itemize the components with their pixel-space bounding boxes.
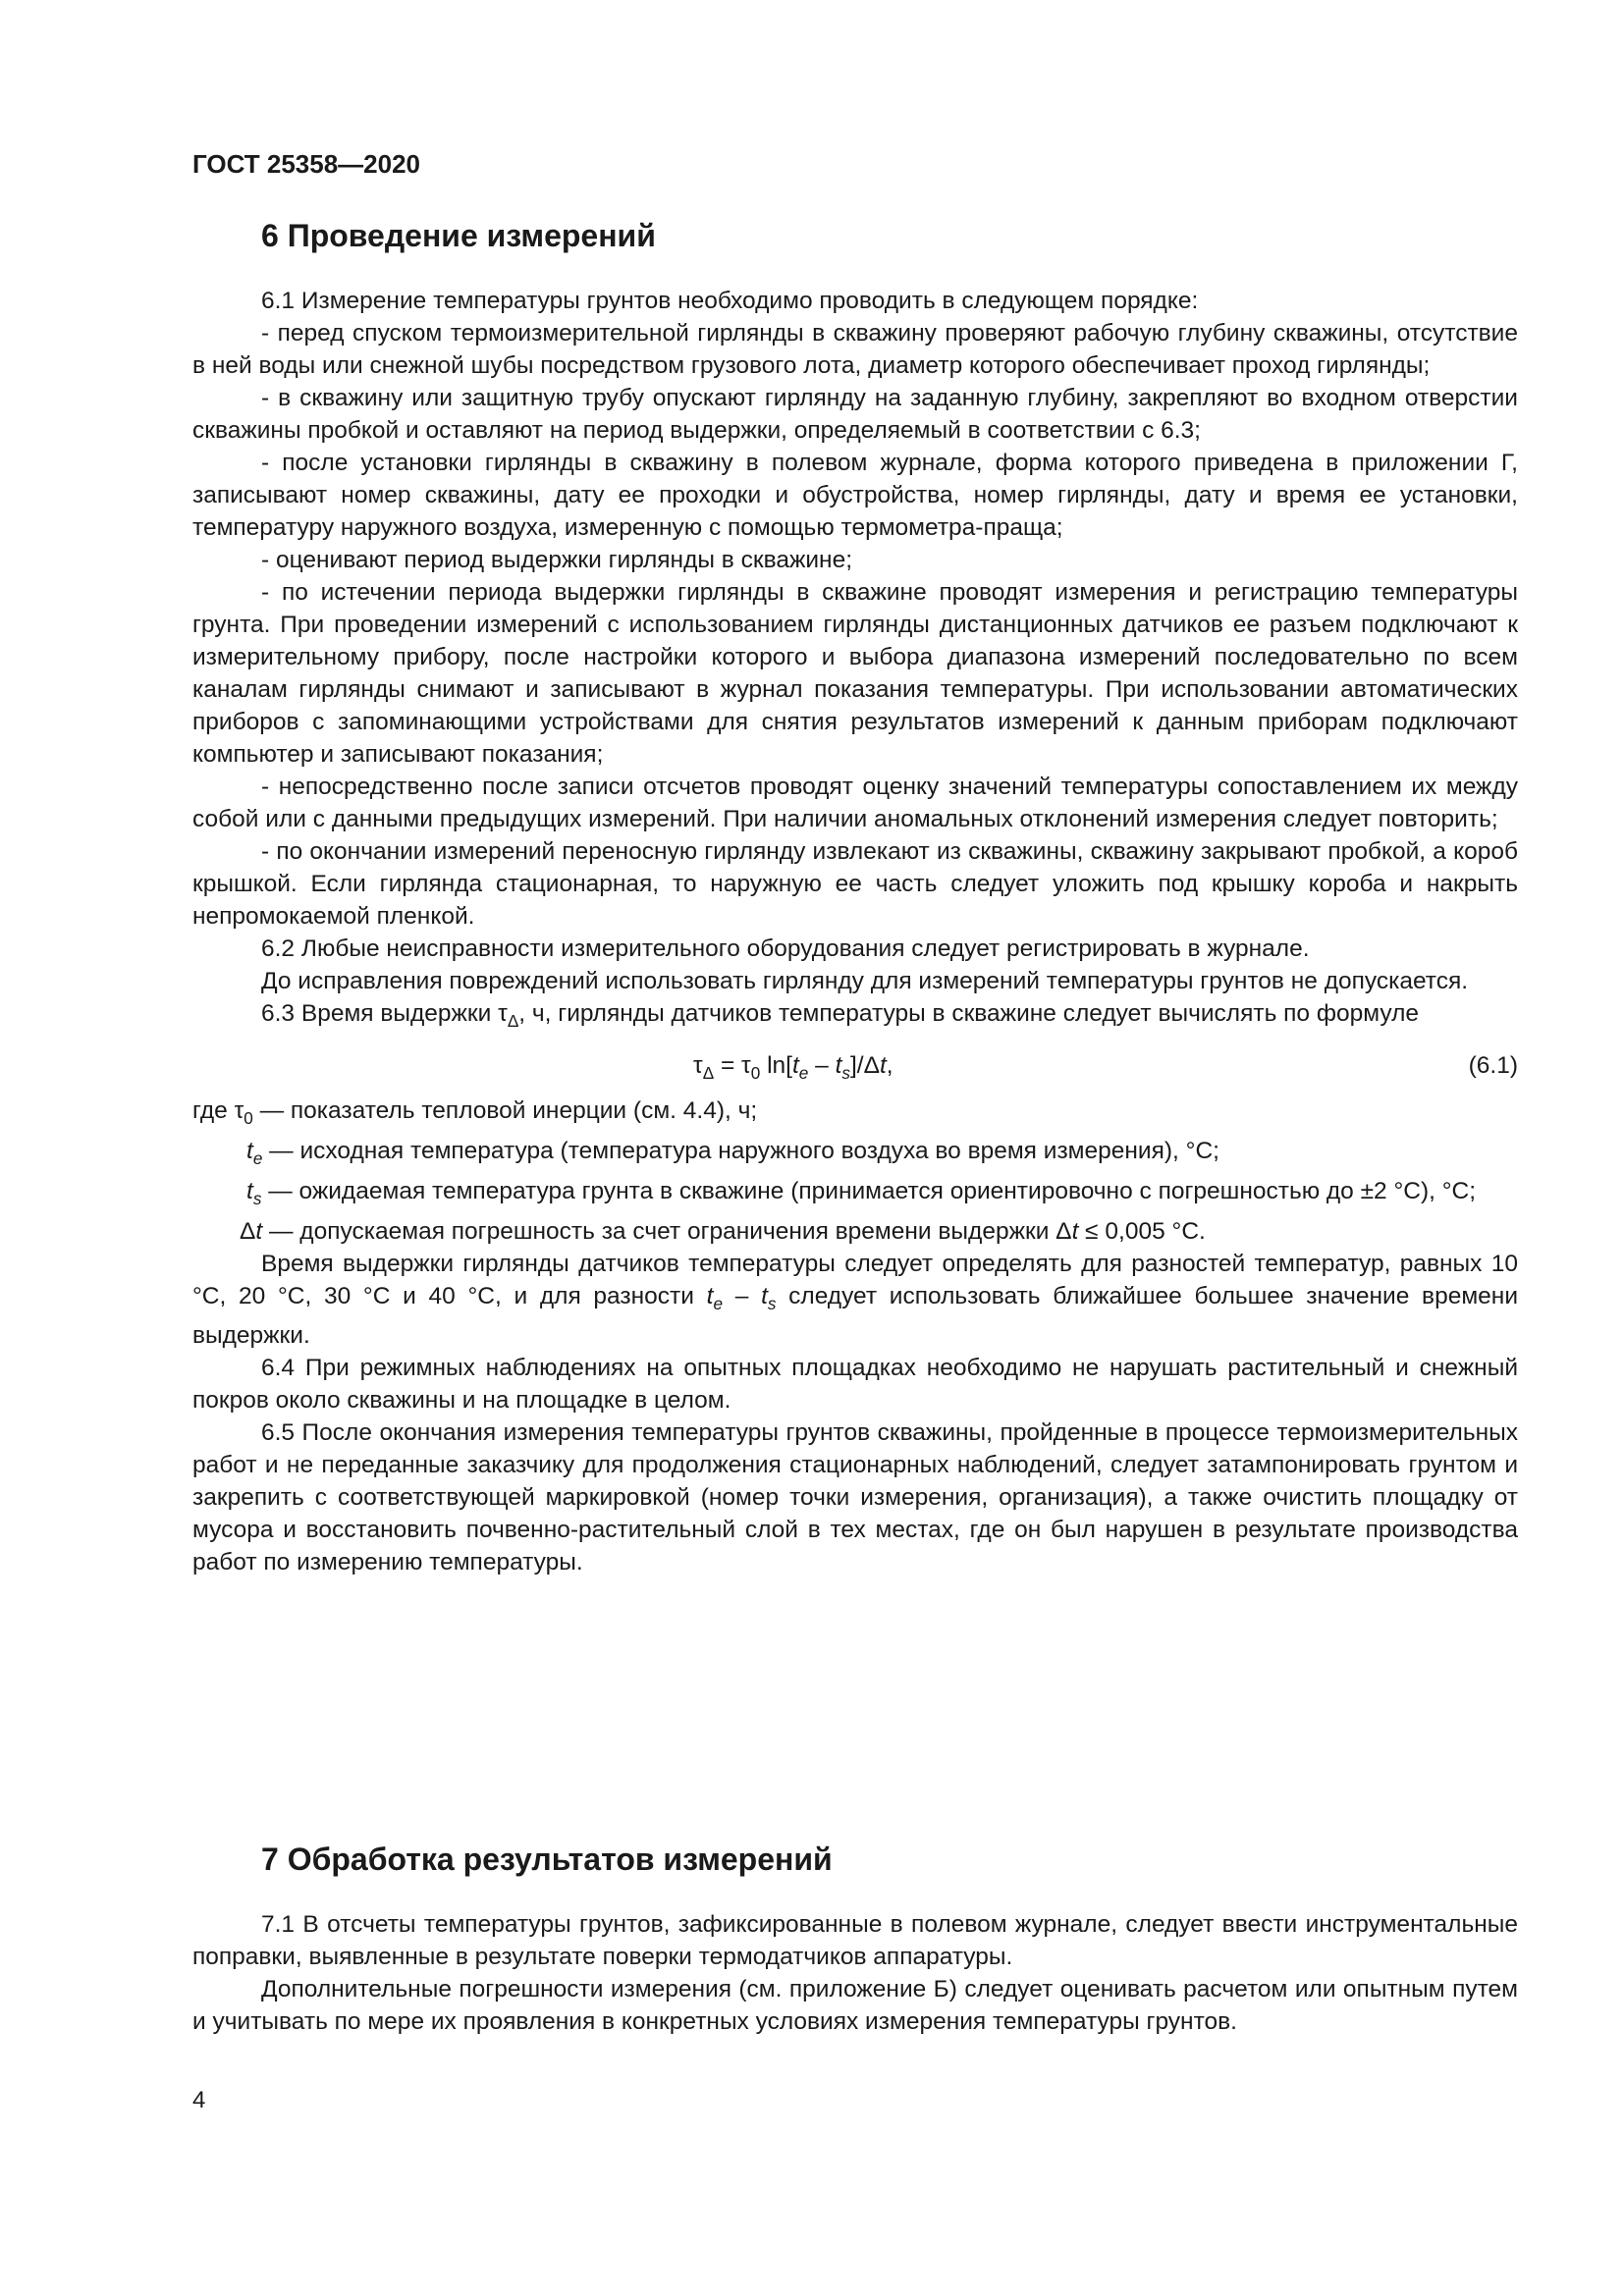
list-item: - непосредственно после записи отсчетов проводят оценку значений температуры сопоставлением их между собой или с данными предыдущих измерений. При наличии аномальных отклонений измерения следует повторить; xyxy=(192,774,1518,832)
where-line xyxy=(192,1095,1518,1135)
formula-number: (6.1) xyxy=(1468,1051,1518,1079)
variable: t xyxy=(879,1051,887,1079)
text-span: ≤ 0,005 °С. xyxy=(1078,1217,1206,1245)
variable: t xyxy=(791,1051,799,1079)
section-7-body xyxy=(192,1908,1518,2038)
list-item: - после установки гирлянды в скважину в полевом журнале, форма которого приведена в приложении Г, записывают номер скважины, дату ее проходки и обустройства, номер гирлянды, дату и время ее установки, температуру наружного воздуха, измеренную с помощью термометра-праща; xyxy=(192,450,1518,541)
variable: t xyxy=(255,1217,263,1245)
subscript: Δ xyxy=(702,1062,715,1083)
paragraph-time xyxy=(192,1248,1518,1353)
paragraph-6-3 xyxy=(192,997,1518,1038)
text-span: — исходная температура (температура наружного воздуха во время измерения), °С; xyxy=(262,1137,1219,1164)
where-line xyxy=(192,1175,1518,1215)
symbol: τ xyxy=(693,1051,703,1079)
section-6-body xyxy=(192,285,1518,1578)
symbol: ]/Δ xyxy=(849,1051,880,1079)
formula-expression xyxy=(693,1049,893,1090)
text-span: — допускаемая погрешность за счет ограничения времени выдержки Δ xyxy=(262,1217,1072,1245)
subscript: s xyxy=(252,1188,262,1208)
subscript: s xyxy=(841,1062,850,1083)
subscript: e xyxy=(713,1293,724,1313)
variable: t xyxy=(835,1051,842,1079)
variable: t xyxy=(761,1282,768,1309)
paragraph-6-2-continued: До исправления повреждений использовать гирлянду для измерений температуры грунтов не допускается. xyxy=(261,968,1469,994)
text-span: следует использовать ближайшее большее значение времени выдержки. xyxy=(192,1282,1519,1350)
paragraph-6-5: 6.5 После окончания измерения температуры грунтов скважины, пройденные в процессе термоизмерительных работ и не переданные заказчику для продолжения стационарных наблюдений, следует затампонировать грунтом и закрепить с соответствующей маркировкой (номер точки измерения, организация), а также очистить площадку от мусора и восстановить почвенно-растительный слой в тех местах, где он был нарушен в результате производства работ по измерению температуры. xyxy=(192,1419,1518,1576)
paragraph-7-1: 7.1 В отсчеты температуры грунтов, зафиксированные в полевом журнале, следует ввести инструментальные поправки, выявленные в результате поверки термодатчиков аппаратуры. xyxy=(192,1911,1518,1970)
paragraph-6-1: 6.1 Измерение температуры грунтов необходимо проводить в следующем порядке: xyxy=(261,288,1199,314)
symbol: – xyxy=(808,1051,836,1079)
subscript: e xyxy=(252,1148,263,1168)
list-item: - перед спуском термоизмерительной гирлянды в скважину проверяют рабочую глубину скважины, отсутствие в ней воды или снежной шубы посредством грузового лота, диаметр которого обеспечивает проход гирлянды; xyxy=(192,320,1518,379)
subscript: e xyxy=(798,1062,809,1083)
page-number: 4 xyxy=(192,2087,206,2113)
section-6-title: 6 Проведение измерений xyxy=(261,218,656,253)
variable: t xyxy=(246,1137,253,1164)
variable: t xyxy=(1071,1217,1079,1245)
symbol: – xyxy=(723,1282,762,1309)
list-item: - по окончании измерений переносную гирлянду извлекают из скважины, скважину закрывают пробкой, а короб крышкой. Если гирлянда стационарная, то наружную ее часть следует уложить под крышку короба и накрыть непромокаемой пленкой. xyxy=(192,838,1518,930)
text-span: , ч, гирлянды датчиков температуры в скважине следует вычислять по формуле xyxy=(518,1000,1419,1027)
variable: t xyxy=(246,1177,253,1204)
variable: t xyxy=(706,1282,714,1309)
text-span: Время выдержки гирлянды датчиков температуры следует определять для разностей температур, равных 10 °С, 20 °С, 30 °С и 40 °С, и для разности xyxy=(192,1250,1518,1309)
text-span: где τ xyxy=(192,1096,244,1124)
paragraph-6-4: 6.4 При режимных наблюдениях на опытных площадках необходимо не нарушать растительный и снежный покров около скважины и на площадке в целом. xyxy=(192,1355,1518,1415)
subscript: Δ xyxy=(507,1010,519,1031)
subscript: 0 xyxy=(244,1107,253,1128)
subscript: s xyxy=(767,1293,777,1313)
symbol: , xyxy=(886,1051,893,1079)
document-code: ГОСТ 25358—2020 xyxy=(192,149,420,179)
text-span: 6.3 Время выдержки τ xyxy=(261,1000,508,1027)
paragraph-6-2: 6.2 Любые неисправности измерительного оборудования следует регистрировать в журнале. xyxy=(261,935,1310,962)
subscript: 0 xyxy=(750,1062,761,1083)
formula-6-1 xyxy=(192,1049,1518,1089)
paragraph-7-1-continued: Дополнительные погрешности измерения (см. приложение Б) следует оценивать расчетом или опытным путем и учитывать по мере их проявления в конкретных условиях измерения температуры грунтов. xyxy=(192,1976,1518,2035)
text-span: — ожидаемая температура грунта в скважине (принимается ориентировочно с погрешностью до ±2 °С), °С; xyxy=(261,1177,1477,1204)
where-line xyxy=(192,1135,1518,1175)
symbol: Δ xyxy=(240,1217,256,1245)
symbol: ln[ xyxy=(760,1051,792,1079)
where-line xyxy=(192,1215,1518,1248)
symbol: = τ xyxy=(714,1051,751,1079)
list-item: - оценивают период выдержки гирлянды в скважине; xyxy=(261,547,852,573)
list-item: - в скважину или защитную трубу опускают гирлянду на заданную глубину, закрепляют во входном отверстии скважины пробкой и оставляют на период выдержки, определяемый в соответствии с 6.3; xyxy=(192,385,1518,444)
section-7-title: 7 Обработка результатов измерений xyxy=(261,1842,833,1877)
list-item: - по истечении периода выдержки гирлянды в скважине проводят измерения и регистрацию температуры грунта. При проведении измерений с использованием гирлянды дистанционных датчиков ее разъем подключают к измерительному прибору, после настройки которого и выбора диапазона измерений последовательно по всем каналам гирлянды снимают и записывают в журнал показания температуры. При использовании автоматических приборов с запоминающими устройствами для снятия результатов измерений к данным приборам подключают компьютер и записывают показания; xyxy=(192,579,1518,768)
text-span: — показатель тепловой инерции (см. 4.4), ч; xyxy=(252,1096,758,1124)
